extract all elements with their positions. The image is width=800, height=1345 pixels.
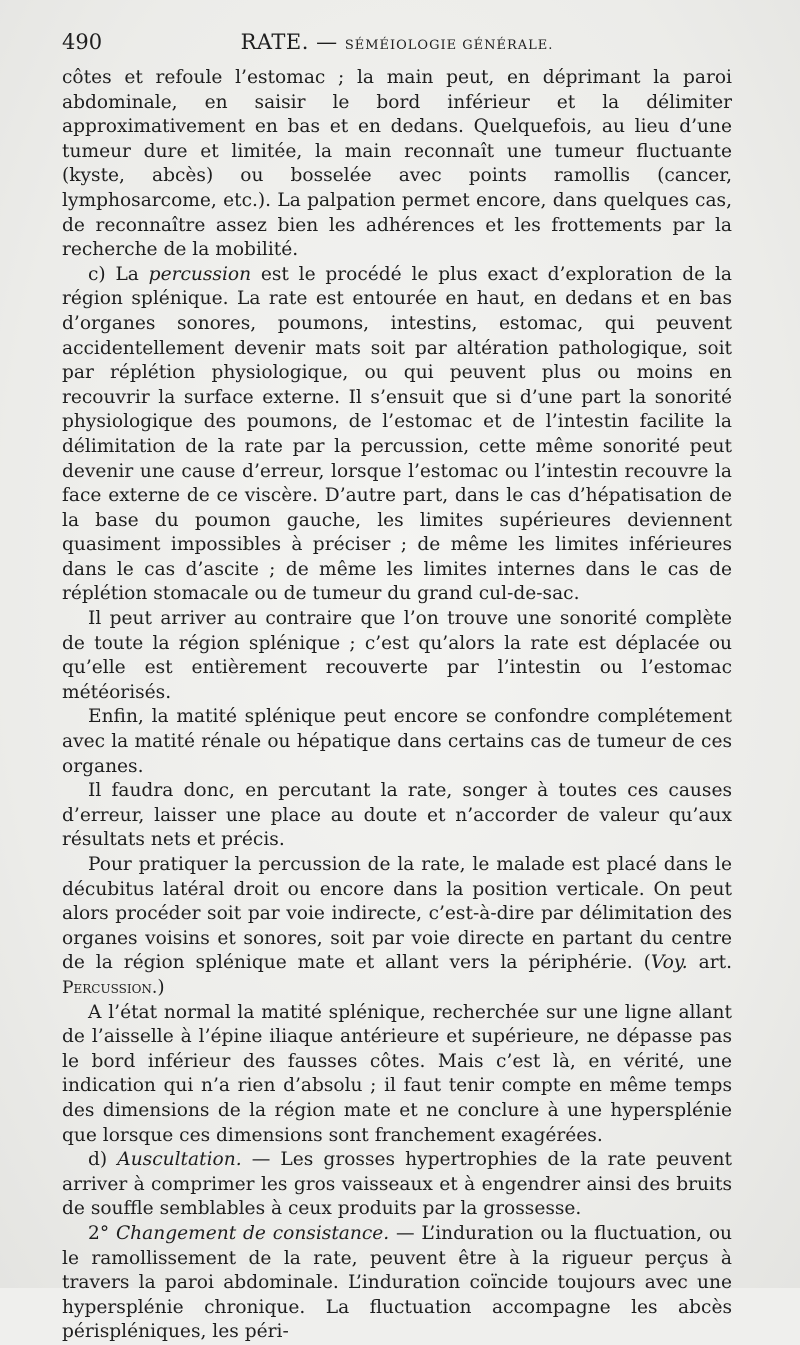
text-segment: art.	[687, 952, 732, 974]
text-segment: Il peut arriver au contraire que l’on trouve une sonorité complète de toute la région splénique ; c’est qu’alors la rate est déplacée ou qu’elle est entièrement recouverte par l’intestin ou l’estomac météorisés.	[62, 608, 732, 703]
paragraph	[62, 779, 732, 853]
paragraph	[62, 66, 732, 263]
body-text	[62, 66, 732, 1345]
italic-text: percussion	[148, 263, 252, 285]
paragraph	[62, 853, 732, 1001]
text-segment: c) La	[88, 263, 149, 285]
italic-text: Auscultation.	[117, 1149, 242, 1171]
text-segment: Pour pratiquer la percussion de la rate, le malade est placé dans le décubitus latéral droit ou encore dans la position verticale. On peut alors procéder soit par voie indirecte, c’est-à-dire par délimitation des organes voisins et sonores, soit par voie directe en partant du centre de la région splénique mate et allant vers la périphérie. (	[62, 854, 732, 974]
italic-text: Changement de consistance.	[115, 1222, 390, 1244]
text-segment: Il faudra donc, en percutant la rate, songer à toutes ces causes d’erreur, laisser une place au doute et n’accorder de valeur qu’aux résultats nets et précis.	[62, 780, 732, 851]
italic-text: Voy.	[650, 952, 688, 974]
small-caps-text: Percussion.	[62, 977, 158, 998]
paragraph	[62, 1001, 732, 1149]
text-segment: côtes et refoule l’estomac ; la main peut, en déprimant la paroi abdominale, en saisir le bord inférieur et la délimiter approximativement en bas et en dedans. Quelquefois, au lieu d’une tumeur dure et limitée, la main reconnaît une tumeur fluctuante (kyste, abcès) ou bosselée avec points ramollis (cancer, lymphosarcome, etc.). La palpation permet encore, dans quelques cas, de reconnaître assez bien les adhérences et les frottements par la recherche de la mobilité.	[62, 67, 732, 261]
paragraph	[62, 263, 732, 607]
paragraph	[62, 705, 732, 779]
text-segment: 2°	[88, 1222, 116, 1244]
paragraph	[62, 1148, 732, 1222]
text-segment: d)	[88, 1149, 118, 1171]
paragraph	[62, 607, 732, 705]
text-segment: — L’induration ou la fluctuation, ou le ramollissement de la rate, peuvent être à la rigueur perçus à travers la paroi abdominale. L’induration coïncide toujours avec une hypersplénie chronique. La fluctuation accompagne les abcès périspléniques, les péri-	[62, 1222, 732, 1343]
text-segment: )	[157, 976, 165, 998]
page-number: 490	[62, 30, 103, 54]
paragraph	[62, 1222, 732, 1345]
running-head-subtitle: SÉMÉIOLOGIE GÉNÉRALE.	[344, 38, 554, 53]
text-segment: — Les grosses hypertrophies de la rate peuvent arriver à comprimer les gros vaisseaux et à engendrer ainsi des bruits de souffle semblables à ceux produits par la grossesse.	[62, 1149, 732, 1220]
running-head-title: RATE.	[240, 30, 309, 54]
text-segment: Enfin, la matité splénique peut encore se confondre complétement avec la matité rénale ou hépatique dans certains cas de tumeur de ces organes.	[62, 706, 732, 777]
running-head	[62, 30, 732, 54]
page-header	[62, 28, 732, 62]
text-segment: est le procédé le plus exact d’exploration de la région splénique. La rate est entourée en haut, en dedans et en bas d’organes sonores, poumons, intestins, estomac, qui peuvent accidentellement devenir mats soit par altération pathologique, soit par réplétion physiologique, ou qui peuvent plus ou moins en recouvrir la surface externe. Il s’ensuit que si d’une part la sonorité physiologique des poumons, de l’estomac et de l’intestin facilite la délimitation de la rate par la percussion, cette même sonorité peut devenir une cause d’erreur, lorsque l’estomac ou l’intestin recouvre la face externe de ce viscère. D’autre part, dans le cas d’hépatisation de la base du poumon gauche, les limites supérieures deviennent quasiment impossibles à préciser ; de même les limites inférieures dans le cas d’ascite ; de même les limites internes dans le cas de réplétion stomacale ou de tumeur du grand cul-de-sac.	[62, 263, 732, 605]
text-segment: A l’état normal la matité splénique, recherchée sur une ligne allant de l’aisselle à l’épine iliaque antérieure et supérieure, ne dépasse pas le bord inférieur des fausses côtes. Mais c’est là, en vérité, une indication qui n’a rien d’absolu ; il faut tenir compte en même temps des dimensions de la région mate et ne conclure à une hypersplénie que lorsque ces dimensions sont franchement exagérées.	[62, 1001, 732, 1146]
running-head-dash: —	[316, 30, 338, 54]
